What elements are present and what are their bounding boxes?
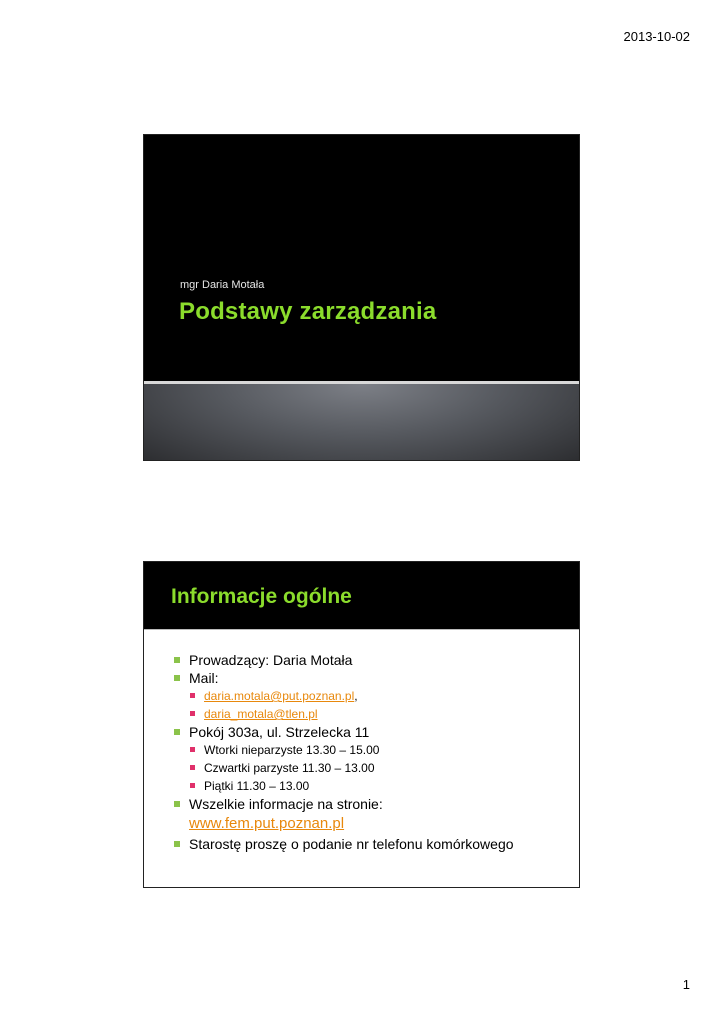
- slide-footer-gradient: [144, 384, 579, 461]
- bullet-square-icon: [174, 801, 180, 807]
- bullet-square-icon: [174, 841, 180, 847]
- list-subitem: [172, 687, 572, 705]
- list-item: [172, 835, 572, 853]
- list-item: [172, 795, 572, 813]
- list-item: [172, 651, 572, 669]
- list-item: [172, 723, 572, 741]
- slide-subtitle-author: mgr Daria Motała: [180, 279, 265, 291]
- mail-label: Mail:: [189, 670, 219, 686]
- website-link[interactable]: www.fem.put.poznan.pl: [189, 815, 345, 832]
- room-text: Pokój 303a, ul. Strzelecka 11: [189, 724, 370, 740]
- sub-bullet-square-icon: [190, 711, 195, 716]
- list-subitem: [172, 705, 572, 723]
- list-subitem: [172, 741, 572, 759]
- bullet-square-icon: [174, 675, 180, 681]
- list-subitem: [172, 759, 572, 777]
- page-date: 2013-10-02: [623, 29, 690, 44]
- info-text: Wszelkie informacje na stronie:: [189, 796, 383, 812]
- title-slide: [143, 134, 580, 461]
- sub-bullet-square-icon: [190, 747, 195, 752]
- sub-bullet-square-icon: [190, 765, 195, 770]
- title-slide-background: [144, 135, 579, 381]
- header-rule: [144, 629, 579, 630]
- bullet-list: [172, 651, 572, 853]
- page-number: 1: [682, 977, 690, 992]
- phone-request-text: Starostę proszę o podanie nr telefonu komórkowego: [189, 836, 514, 852]
- info-slide-title: Informacje ogólne: [171, 585, 352, 608]
- office-hours-tuesday: Wtorki nieparzyste 13.30 – 15.00: [204, 743, 380, 757]
- slide-title: Podstawy zarządzania: [179, 298, 437, 325]
- bullet-square-icon: [174, 729, 180, 735]
- lecturer-text: Prowadzący: Daria Motała: [189, 652, 353, 668]
- website-line: [172, 813, 572, 835]
- bullet-square-icon: [174, 657, 180, 663]
- sub-bullet-square-icon: [190, 783, 195, 788]
- comma-text: ,: [354, 689, 358, 703]
- list-item: [172, 669, 572, 687]
- sub-bullet-square-icon: [190, 693, 195, 698]
- email-link-tlen[interactable]: daria_motala@tlen.pl: [204, 707, 318, 721]
- office-hours-thursday: Czwartki parzyste 11.30 – 13.00: [204, 761, 375, 775]
- email-link-put[interactable]: daria.motala@put.poznan.pl: [204, 689, 355, 703]
- list-subitem: [172, 777, 572, 795]
- info-slide: [143, 561, 580, 888]
- office-hours-friday: Piątki 11.30 – 13.00: [204, 779, 310, 793]
